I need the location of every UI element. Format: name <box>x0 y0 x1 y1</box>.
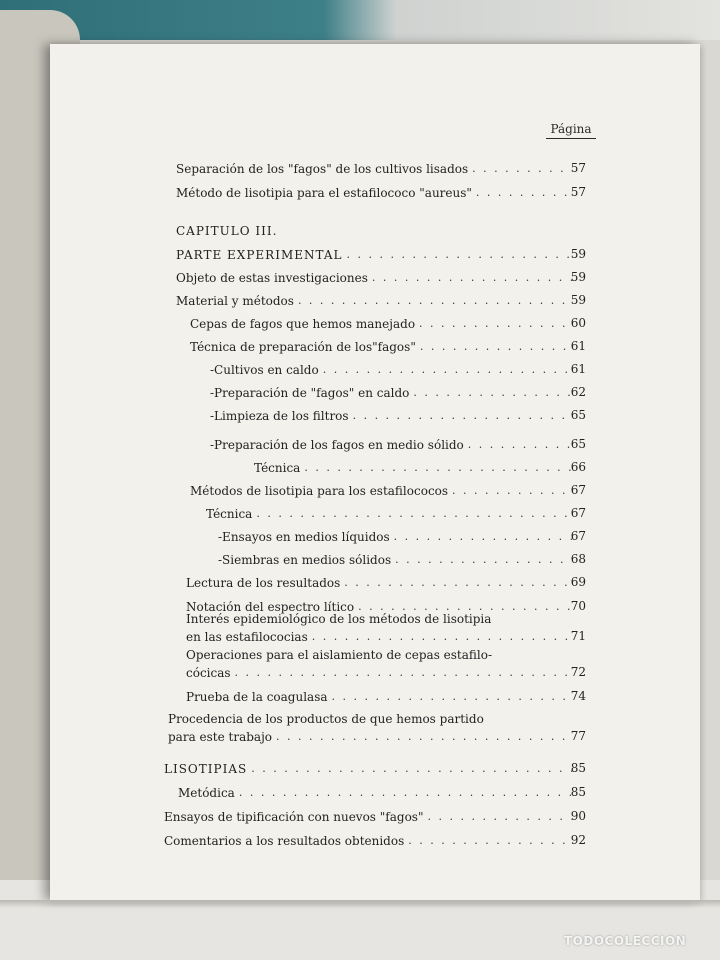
toc-entry-title: Métodos de lisotipia para los estafilococos <box>190 484 449 498</box>
toc-entry <box>210 405 576 423</box>
toc-entry-title-line1: Operaciones para el aislamiento de cepas estafilo- <box>186 648 493 662</box>
toc-entry-page: 60 <box>570 316 586 330</box>
leader-dots <box>346 248 572 262</box>
toc-entry-title: Notación del espectro lítico <box>186 600 355 614</box>
toc-entry <box>176 182 576 200</box>
toc-entry-page: 68 <box>570 552 586 566</box>
leader-dots <box>372 271 572 285</box>
toc-entry-page: 59 <box>570 247 586 261</box>
toc-entry-title: -Ensayos en medios líquidos <box>218 530 390 544</box>
toc-entry-title: Comentarios a los resultados obtenidos <box>164 834 405 848</box>
toc-entry-title: Lectura de los resultados <box>186 576 341 590</box>
toc-entry-title: PARTE EXPERIMENTAL <box>176 248 343 262</box>
toc-entry-page: 85 <box>570 761 586 775</box>
toc-entry-title: Objeto de estas investigaciones <box>176 271 368 285</box>
toc-entry <box>164 806 576 824</box>
watermark: TODOCOLECCION <box>564 934 687 948</box>
toc-entry <box>218 526 576 544</box>
background-top <box>0 0 720 40</box>
toc-entry-page: 59 <box>570 270 586 284</box>
toc-entry-title-line2: para este trabajo <box>168 730 273 744</box>
toc-entry-page: 61 <box>570 362 586 376</box>
leader-dots <box>276 730 572 744</box>
toc-entry-page: 65 <box>570 408 586 422</box>
toc-entry <box>176 158 576 176</box>
page-shadow <box>0 900 720 908</box>
leader-dots <box>256 507 572 521</box>
toc-entry <box>210 434 576 452</box>
toc-entry <box>176 267 576 285</box>
toc-entry-page: 92 <box>570 833 586 847</box>
toc-entry-title: Metódica <box>178 786 235 800</box>
leader-dots <box>353 409 572 423</box>
toc-entry-page: 62 <box>570 385 586 399</box>
toc-entry <box>206 503 576 521</box>
toc-entry-title: Prueba de la coagulasa <box>186 690 328 704</box>
toc-entry-title: -Preparación de los fagos en medio sólido <box>210 438 464 452</box>
toc-entry-title: Separación de los "fagos" de los cultivos lisados <box>176 162 469 176</box>
toc-entry <box>186 626 576 644</box>
toc-entry <box>254 457 576 475</box>
toc-entry-title: Cepas de fagos que hemos manejado <box>190 317 416 331</box>
leader-dots <box>298 294 572 308</box>
toc-entry-page: 90 <box>570 809 586 823</box>
toc-entry-title: -Cultivos en caldo <box>210 363 319 377</box>
toc-entry-page: 57 <box>570 185 586 199</box>
toc-entry-page: 61 <box>570 339 586 353</box>
toc-entry <box>190 480 576 498</box>
toc-entry-page: 69 <box>570 575 586 589</box>
leader-dots <box>304 461 572 475</box>
toc-entry <box>164 758 576 776</box>
toc-entry <box>164 830 576 848</box>
toc-entry-title-line1: Procedencia de los productos de que hemos partido <box>168 712 484 726</box>
toc-entry-page: 57 <box>570 161 586 175</box>
chapter-heading: CAPITULO III. <box>176 224 278 238</box>
leader-dots <box>332 690 572 704</box>
toc-entry-title-line1: Interés epidemiológico de los métodos de lisotipia <box>186 612 492 626</box>
toc-entry-title: Técnica de preparación de los"fagos" <box>190 340 416 354</box>
toc-entry-title: LISOTIPIAS <box>164 762 248 776</box>
leader-dots <box>251 762 572 776</box>
toc-entry-page: 67 <box>570 506 586 520</box>
toc-entry <box>186 572 576 590</box>
toc-entry-title: Técnica <box>206 507 253 521</box>
toc-entry-title: Técnica <box>254 461 301 475</box>
toc-entry-title: -Siembras en medios sólidos <box>218 553 392 567</box>
toc-entry-title-line2: cócicas <box>186 666 231 680</box>
page-column-header: Página <box>546 122 596 139</box>
toc-entry <box>176 290 576 308</box>
toc-entry-title-line2: en las estafilococias <box>186 630 308 644</box>
toc-entry-title: Ensayos de tipificación con nuevos "fagos" <box>164 810 424 824</box>
toc-entry <box>210 382 576 400</box>
toc-entry <box>210 359 576 377</box>
leader-dots <box>235 666 572 680</box>
toc-entry <box>168 726 576 744</box>
book-page <box>50 44 700 900</box>
toc-entry-page: 59 <box>570 293 586 307</box>
leader-dots <box>323 363 572 377</box>
toc-entry <box>190 313 576 331</box>
toc-entry-page: 67 <box>570 529 586 543</box>
leader-dots <box>344 576 572 590</box>
leader-dots <box>312 630 572 644</box>
toc-entry <box>190 336 576 354</box>
toc-entry <box>186 662 576 680</box>
leader-dots <box>239 786 572 800</box>
toc-entry-title: -Preparación de "fagos" en caldo <box>210 386 410 400</box>
toc-entry-page: 70 <box>570 599 586 613</box>
toc-entry-page: 67 <box>570 483 586 497</box>
toc-entry <box>178 782 576 800</box>
toc-entry-page: 65 <box>570 437 586 451</box>
toc-entry-title: Material y métodos <box>176 294 294 308</box>
toc-entry <box>176 244 576 262</box>
toc-entry-page: 74 <box>570 689 586 703</box>
toc-entry <box>186 686 576 704</box>
toc-entry-page: 85 <box>570 785 586 799</box>
toc-entry-page: 77 <box>570 729 586 743</box>
toc-entry-page: 71 <box>570 629 586 643</box>
toc-entry-page: 72 <box>570 665 586 679</box>
toc-entry-page: 66 <box>570 460 586 474</box>
table-of-contents <box>50 44 700 900</box>
toc-entry <box>218 549 576 567</box>
toc-entry-title: Método de lisotipia para el estafilococo "aureus" <box>176 186 472 200</box>
toc-entry-title: -Limpieza de los filtros <box>210 409 349 423</box>
